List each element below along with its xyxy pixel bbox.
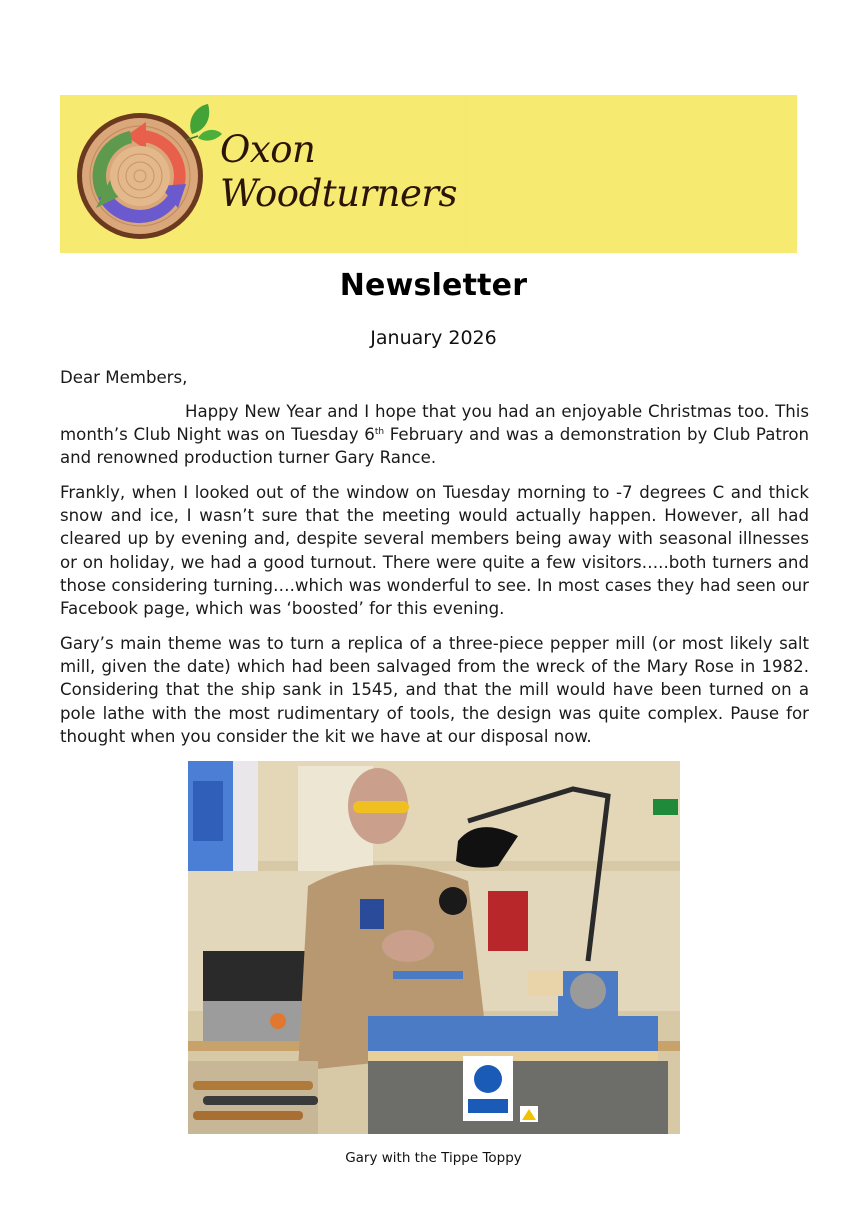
paragraph-1: [60, 400, 809, 470]
paragraph-1-text-a: Happy New Year and I hope that you had an enjoyable Christmas too. This month’s Club Night was on Tuesday 6: [60, 402, 809, 445]
newsletter-date: January 2026: [370, 327, 497, 349]
newsletter-title: Newsletter: [339, 268, 528, 303]
paragraph-1-text-b: February and was a demonstration by Club Patron and renowned production turner Gary Rance.: [60, 425, 809, 468]
club-name-line2: Woodturners: [220, 172, 458, 215]
photo-caption: Gary with the Tippe Toppy: [345, 1150, 522, 1166]
banner-divider: [465, 95, 466, 253]
ordinal-suffix: th: [374, 427, 385, 438]
paragraph-3: Gary’s main theme was to turn a replica of a three-piece pepper mill (or most likely salt mill, given the date) which had been salvaged from the wreck of the Mary Rose in 1982. Considering that the ship sank in 1545, and that the mill would have been turned on a pole lathe with the most rudimentary of tools, the design was quite complex. Pause for thought when you consider the kit we have at our disposal now.: [60, 634, 809, 746]
club-name-line1: Oxon: [220, 128, 316, 171]
club-name: [220, 128, 457, 216]
greeting: Dear Members,: [60, 368, 188, 387]
photo-gary-demonstration: [188, 761, 680, 1134]
club-logo-icon: [74, 100, 224, 250]
paragraph-2: Frankly, when I looked out of the window on Tuesday morning to -7 degrees C and thick snow and ice, I wasn’t sure that the meeting would actually happen. However, all had cleared up by evening and, despite several members being away with seasonal illnesses or on holiday, we had a good turnout. There were quite a few visitors…..both turners and those considering turning….which was wonderful to see. In most cases they had seen our Facebook page, which was ‘boosted’ for this evening.: [60, 483, 809, 619]
